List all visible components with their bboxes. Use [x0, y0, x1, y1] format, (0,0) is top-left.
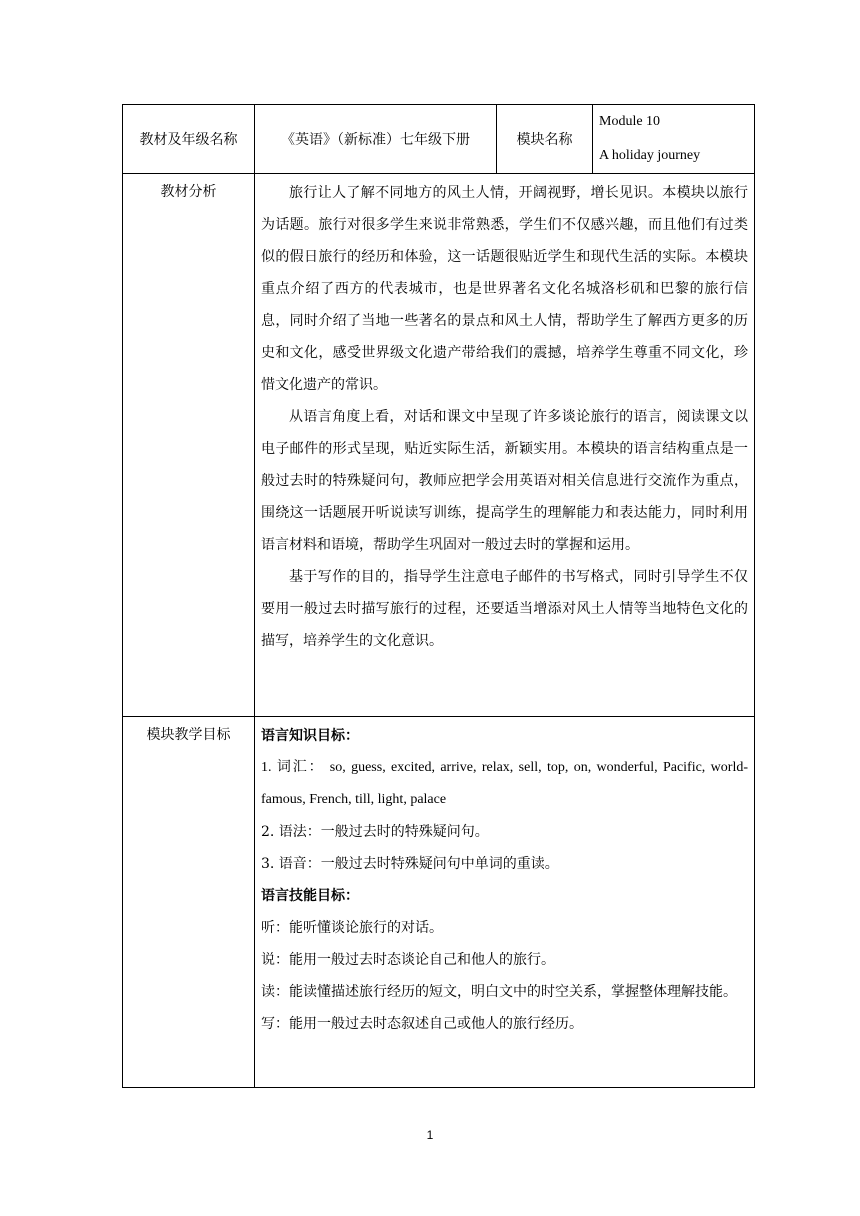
- analysis-row: [123, 174, 755, 717]
- skills-heading: 语言技能目标：: [261, 888, 359, 904]
- writing-item: 写：能用一般过去时态叙述自己或他人的旅行经历。: [261, 1016, 583, 1032]
- module-number: Module 10: [599, 114, 661, 129]
- grammar-item: 2. 语法：一般过去时的特殊疑问句。: [261, 824, 489, 840]
- analysis-paragraph-1: 旅行让人了解不同地方的风土人情，开阔视野，增长见识。本模块以旅行为话题。旅行对很多学生来说非常熟悉，学生们不仅感兴趣，而且他们有过类似的假日旅行的经历和体验，这一话题很贴近学生和现代生活的实际。本模块重点介绍了西方的代表城市，也是世界著名文化名城洛杉矶和巴黎的旅行信息，同时介绍了当地一些著名的景点和风土人情，帮助学生了解西方更多的历史和文化，感受世界级文化遗产带给我们的震撼，培养学生尊重不同文化，珍惜文化遗产的常识。: [261, 185, 748, 393]
- module-label-cell: [497, 105, 593, 174]
- page-number: 1: [426, 1128, 434, 1142]
- objectives-content-cell: [255, 717, 755, 1088]
- reading-item: 读：能读懂描述旅行经历的短文，明白文中的时空关系，掌握整体理解技能。: [261, 984, 737, 1000]
- textbook-name-cell: [255, 105, 497, 174]
- analysis-paragraph-3: 基于写作的目的，指导学生注意电子邮件的书写格式，同时引导学生不仅要用一般过去时描写旅行的过程，还要适当增添对风土人情等当地特色文化的描写，培养学生的文化意识。: [261, 569, 748, 649]
- module-title: A holiday journey: [599, 148, 701, 163]
- textbook-name: 《英语》（新标准）七年级下册: [281, 132, 470, 148]
- analysis-paragraph-2: 从语言角度上看，对话和课文中呈现了许多谈论旅行的语言，阅读课文以电子邮件的形式呈现，贴近实际生活，新颖实用。本模块的语言结构重点是一般过去时的特殊疑问句，教师应把学会用英语对相关信息进行交流作为重点，围绕这一话题展开听说读写训练，提高学生的理解能力和表达能力，同时利用语言材料和语境，帮助学生巩固对一般过去时的掌握和运用。: [261, 409, 748, 553]
- analysis-label-cell: [123, 174, 255, 717]
- objectives-label-cell: [123, 717, 255, 1088]
- module-name-cell: [593, 105, 755, 174]
- objectives-label: 模块教学目标: [146, 727, 231, 743]
- phonetics-item: 3. 语音：一般过去时特殊疑问句中单词的重读。: [261, 856, 559, 872]
- header-row: [123, 105, 755, 174]
- lesson-plan-table: [122, 104, 755, 1088]
- speaking-item: 说：能用一般过去时态谈论自己和他人的旅行。: [261, 952, 555, 968]
- analysis-label: 教材分析: [160, 184, 217, 200]
- module-label: 模块名称: [516, 132, 573, 148]
- vocabulary-item: 1. 词汇： so, guess, excited, arrive, relax, sell, top, on, wonderful, Pacific, world-famous, French, till, light, palace: [261, 760, 748, 807]
- listening-item: 听：能听懂谈论旅行的对话。: [261, 920, 443, 936]
- knowledge-heading: 语言知识目标：: [261, 728, 359, 744]
- textbook-label-cell: [123, 105, 255, 174]
- objectives-row: [123, 717, 755, 1088]
- textbook-label: 教材及年级名称: [139, 132, 238, 148]
- analysis-content-cell: [255, 174, 755, 717]
